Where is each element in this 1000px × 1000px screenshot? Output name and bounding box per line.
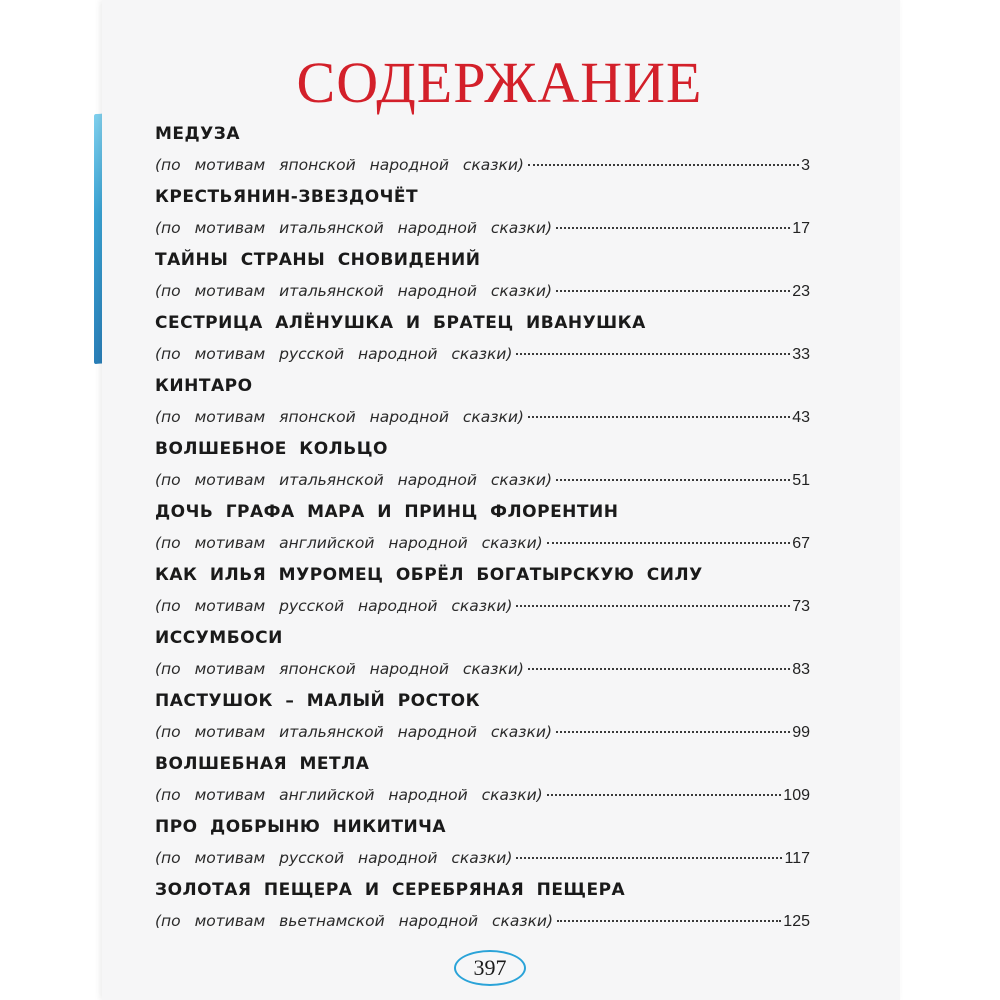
toc-entry-subtitle: (по мотивам итальянской народной сказки) <box>155 282 552 300</box>
toc-entry-subtitle: (по мотивам русской народной сказки) <box>155 597 513 615</box>
toc-entry <box>155 181 810 244</box>
toc-entry-line <box>155 150 810 181</box>
toc-entry-subtitle: (по мотивам итальянской народной сказки) <box>155 219 552 237</box>
toc-entry <box>155 118 810 181</box>
toc-entry-title: КИНТАРО <box>155 376 253 396</box>
toc-entry-line <box>155 276 810 307</box>
toc-entry-subtitle: (по мотивам итальянской народной сказки) <box>155 471 552 489</box>
toc-dot-leader <box>528 164 799 166</box>
toc-entry-title: СЕСТРИЦА АЛЁНУШКА И БРАТЕЦ ИВАНУШКА <box>155 313 646 333</box>
page-number-badge: 397 <box>454 950 526 986</box>
toc-entry-line <box>155 717 810 748</box>
toc-entry-title: ДОЧЬ ГРАФА МАРА И ПРИНЦ ФЛОРЕНТИН <box>155 502 619 522</box>
toc-entry-page-number: 83 <box>792 661 810 678</box>
toc-dot-leader <box>547 794 782 796</box>
toc-entry <box>155 307 810 370</box>
toc-entry-subtitle: (по мотивам японской народной сказки) <box>155 660 524 678</box>
toc-entry <box>155 559 810 622</box>
toc-dot-leader <box>556 731 790 733</box>
toc-entry-title: ВОЛШЕБНОЕ КОЛЬЦО <box>155 439 388 459</box>
toc-entry-subtitle: (по мотивам английской народной сказки) <box>155 534 543 552</box>
toc-entry-line <box>155 528 810 559</box>
toc-entry-title: ПРО ДОБРЫНЮ НИКИТИЧА <box>155 817 447 837</box>
table-of-contents <box>155 118 810 937</box>
toc-entry-line <box>155 465 810 496</box>
toc-dot-leader <box>557 920 781 922</box>
toc-entry-title: КАК ИЛЬЯ МУРОМЕЦ ОБРЁЛ БОГАТЫРСКУЮ СИЛУ <box>155 565 703 585</box>
toc-entry-page-number: 3 <box>801 157 810 174</box>
toc-entry-title: ВОЛШЕБНАЯ МЕТЛА <box>155 754 370 774</box>
toc-dot-leader <box>556 479 790 481</box>
toc-entry-subtitle: (по мотивам итальянской народной сказки) <box>155 723 552 741</box>
toc-entry-page-number: 109 <box>783 787 810 804</box>
toc-entry-page-number: 125 <box>783 913 810 930</box>
toc-dot-leader <box>528 668 790 670</box>
toc-entry-title: ПАСТУШОК – МАЛЫЙ РОСТОК <box>155 691 481 711</box>
toc-entry <box>155 496 810 559</box>
toc-entry-line <box>155 843 810 874</box>
toc-dot-leader <box>516 857 782 859</box>
toc-entry-line <box>155 402 810 433</box>
toc-dot-leader <box>516 353 790 355</box>
toc-entry-subtitle: (по мотивам английской народной сказки) <box>155 786 543 804</box>
toc-entry-subtitle: (по мотивам русской народной сказки) <box>155 849 513 867</box>
toc-entry-page-number: 73 <box>792 598 810 615</box>
toc-entry-line <box>155 213 810 244</box>
toc-entry-line <box>155 780 810 811</box>
toc-entry-line <box>155 906 810 937</box>
toc-entry-line <box>155 591 810 622</box>
toc-entry <box>155 244 810 307</box>
toc-entry-page-number: 43 <box>792 409 810 426</box>
toc-entry-page-number: 23 <box>792 283 810 300</box>
page-title: СОДЕРЖАНИЕ <box>296 50 703 115</box>
toc-entry-subtitle: (по мотивам русской народной сказки) <box>155 345 513 363</box>
toc-dot-leader <box>528 416 790 418</box>
toc-entry-page-number: 117 <box>784 850 810 867</box>
toc-entry-page-number: 33 <box>792 346 810 363</box>
toc-entry-page-number: 17 <box>792 220 810 237</box>
toc-entry-page-number: 99 <box>792 724 810 741</box>
toc-entry-page-number: 51 <box>792 472 810 489</box>
toc-entry <box>155 874 810 937</box>
book-page <box>102 0 900 1000</box>
toc-entry <box>155 622 810 685</box>
toc-entry-title: ЗОЛОТАЯ ПЕЩЕРА И СЕРЕБРЯНАЯ ПЕЩЕРА <box>155 880 626 900</box>
toc-entry-title: ТАЙНЫ СТРАНЫ СНОВИДЕНИЙ <box>155 250 481 270</box>
toc-entry-line <box>155 654 810 685</box>
toc-entry <box>155 433 810 496</box>
toc-dot-leader <box>516 605 790 607</box>
toc-entry-subtitle: (по мотивам вьетнамской народной сказки) <box>155 912 554 930</box>
toc-entry-subtitle: (по мотивам японской народной сказки) <box>155 156 524 174</box>
toc-dot-leader <box>556 290 790 292</box>
toc-entry-subtitle: (по мотивам японской народной сказки) <box>155 408 524 426</box>
toc-entry-title: ИССУМБОСИ <box>155 628 283 648</box>
toc-entry <box>155 685 810 748</box>
toc-entry-title: МЕДУЗА <box>155 124 241 144</box>
toc-entry <box>155 748 810 811</box>
toc-dot-leader <box>547 542 790 544</box>
toc-entry <box>155 370 810 433</box>
toc-entry-title: КРЕСТЬЯНИН-ЗВЕЗДОЧЁТ <box>155 187 419 207</box>
toc-dot-leader <box>556 227 790 229</box>
toc-entry <box>155 811 810 874</box>
toc-entry-page-number: 67 <box>792 535 810 552</box>
toc-entry-line <box>155 339 810 370</box>
